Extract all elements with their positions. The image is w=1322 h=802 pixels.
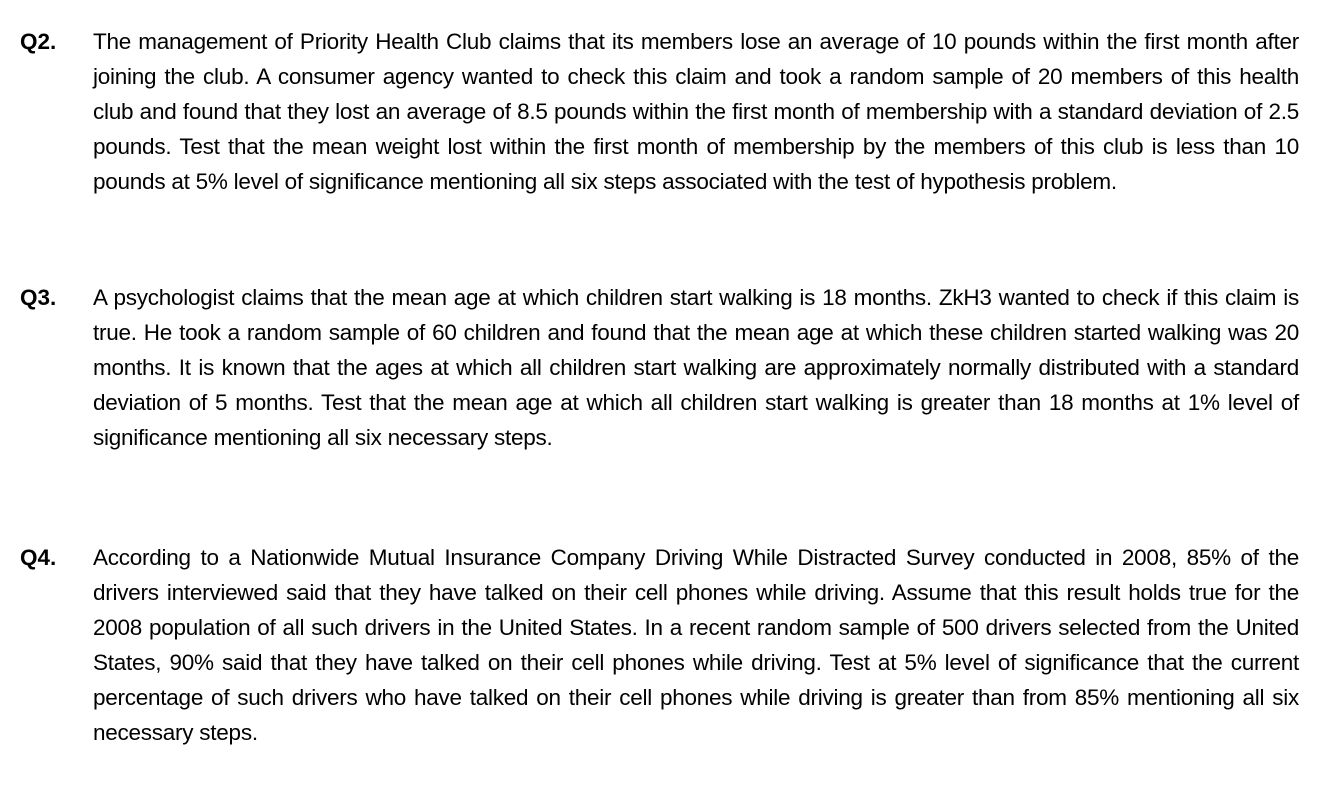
question-label: Q4.: [20, 545, 57, 570]
question-label: Q2.: [20, 29, 57, 54]
question-label: Q3.: [20, 285, 57, 310]
question-text: A psychologist claims that the mean age at which children start walking is 18 months. ZkH3 wanted to check if this claim is true. He took a random sample of 60 children and found that the mean age at which these children started walking was 20 months. It is known that the ages at which all children start walking are approximately normally distributed with a standard deviation of 5 months. Test that the mean age at which all children start walking is greater than 18 months at 1% level of significance mentioning all six necessary steps.: [93, 285, 1299, 450]
question-text: According to a Nationwide Mutual Insurance Company Driving While Distracted Survey conducted in 2008, 85% of the drivers interviewed said that they have talked on their cell phones while driving. Assume that this result holds true for the 2008 population of all such drivers in the United States. In a recent random sample of 500 drivers selected from the United States, 90% said that they have talked on their cell phones while driving. Test at 5% level of significance that the current percentage of such drivers who have talked on their cell phones while driving is greater than from 85% mentioning all six necessary steps.: [93, 545, 1299, 745]
question-text: The management of Priority Health Club claims that its members lose an average of 10 pounds within the first month after joining the club. A consumer agency wanted to check this claim and took a random sample of 20 members of this health club and found that they lost an average of 8.5 pounds within the first month of membership with a standard deviation of 2.5 pounds. Test that the mean weight lost within the first month of membership by the members of this club is less than 10 pounds at 5% level of significance mentioning all six steps associated with the test of hypothesis problem.: [93, 29, 1299, 194]
